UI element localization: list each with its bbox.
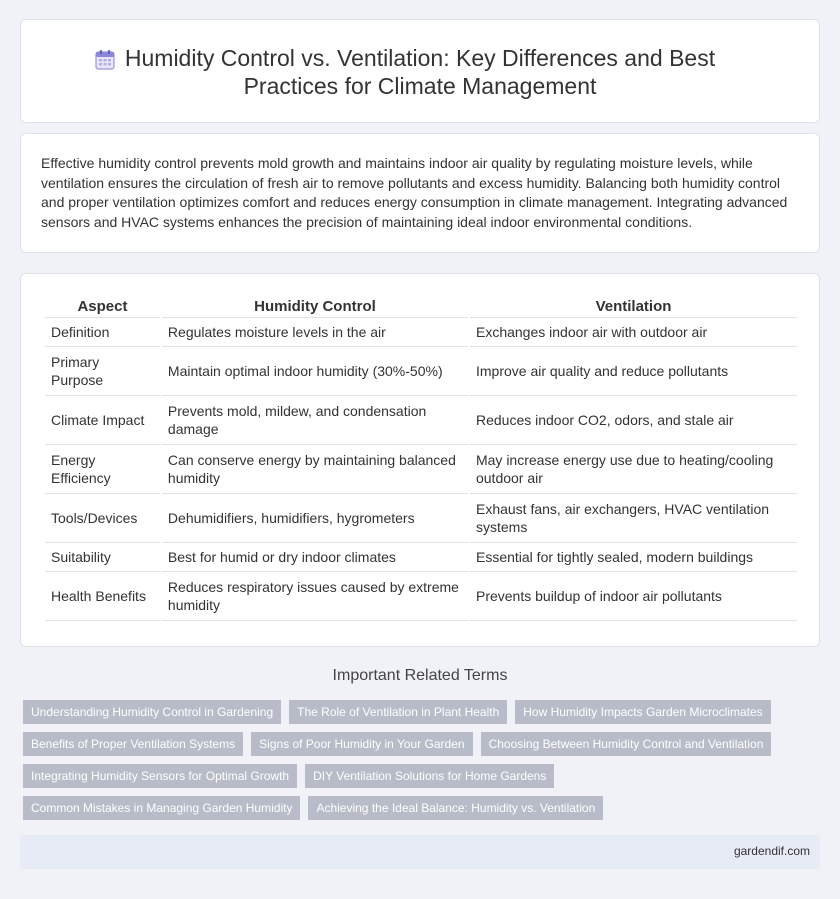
row-humidity-control: Regulates moisture levels in the air bbox=[162, 318, 468, 347]
related-terms-title: Important Related Terms bbox=[332, 667, 508, 684]
row-ventilation: Improve air quality and reduce pollutants bbox=[470, 347, 797, 396]
header-card bbox=[20, 19, 820, 123]
header-ventilation: Ventilation bbox=[470, 296, 797, 318]
table-row bbox=[45, 445, 797, 494]
row-aspect: Energy Efficiency bbox=[45, 445, 160, 494]
header-humidity-control: Humidity Control bbox=[162, 296, 468, 318]
related-term-tag[interactable]: Benefits of Proper Ventilation Systems bbox=[23, 732, 243, 756]
page-title: Humidity Control vs. Ventilation: Key Differences and Best Practices for Climate Management bbox=[124, 45, 716, 99]
related-term-tag[interactable]: DIY Ventilation Solutions for Home Gardens bbox=[305, 764, 554, 788]
table-row bbox=[45, 318, 797, 347]
row-humidity-control: Dehumidifiers, humidifiers, hygrometers bbox=[162, 494, 468, 543]
row-aspect: Climate Impact bbox=[45, 396, 160, 445]
row-humidity-control: Maintain optimal indoor humidity (30%-50%) bbox=[162, 347, 468, 396]
table-row bbox=[45, 494, 797, 543]
row-humidity-control: Can conserve energy by maintaining balanced humidity bbox=[162, 445, 468, 494]
intro-paragraph: Effective humidity control prevents mold growth and maintains indoor air quality by regulating moisture levels, while ventilation ensures the circulation of fresh air to remove pollutants and excess humidity. Balancing both humidity control and proper ventilation optimizes comfort and reduces energy consumption in climate management. Integrating advanced sensors and HVAC systems enhances the precision of maintaining ideal indoor environmental conditions. bbox=[41, 155, 788, 230]
table-row bbox=[45, 347, 797, 396]
footer-site-name[interactable]: gardendif.com bbox=[733, 844, 810, 858]
related-terms-list bbox=[23, 700, 813, 828]
table-row bbox=[45, 396, 797, 445]
table-header-row bbox=[45, 296, 797, 318]
row-ventilation: Exhaust fans, air exchangers, HVAC ventilation systems bbox=[470, 494, 797, 543]
row-ventilation: Reduces indoor CO2, odors, and stale air bbox=[470, 396, 797, 445]
table-row bbox=[45, 572, 797, 621]
header-aspect: Aspect bbox=[45, 296, 160, 318]
row-ventilation: May increase energy use due to heating/cooling outdoor air bbox=[470, 445, 797, 494]
related-term-tag[interactable]: Signs of Poor Humidity in Your Garden bbox=[251, 732, 472, 756]
row-humidity-control: Best for humid or dry indoor climates bbox=[162, 543, 468, 572]
related-term-tag[interactable]: Integrating Humidity Sensors for Optimal Growth bbox=[23, 764, 297, 788]
row-aspect: Tools/Devices bbox=[45, 494, 160, 543]
comparison-table-card bbox=[20, 273, 820, 647]
row-aspect: Suitability bbox=[45, 543, 160, 572]
row-aspect: Health Benefits bbox=[45, 572, 160, 621]
row-aspect: Definition bbox=[45, 318, 160, 347]
row-aspect: Primary Purpose bbox=[45, 347, 160, 396]
row-ventilation: Exchanges indoor air with outdoor air bbox=[470, 318, 797, 347]
related-term-tag[interactable]: Achieving the Ideal Balance: Humidity vs. Ventilation bbox=[308, 796, 603, 820]
related-term-tag[interactable]: Common Mistakes in Managing Garden Humidity bbox=[23, 796, 300, 820]
row-humidity-control: Prevents mold, mildew, and condensation damage bbox=[162, 396, 468, 445]
row-ventilation: Essential for tightly sealed, modern buildings bbox=[470, 543, 797, 572]
row-humidity-control: Reduces respiratory issues caused by extreme humidity bbox=[162, 572, 468, 621]
related-term-tag[interactable]: Understanding Humidity Control in Gardening bbox=[23, 700, 281, 724]
comparison-table bbox=[43, 296, 799, 621]
row-ventilation: Prevents buildup of indoor air pollutants bbox=[470, 572, 797, 621]
related-term-tag[interactable]: The Role of Ventilation in Plant Health bbox=[289, 700, 507, 724]
related-term-tag[interactable]: How Humidity Impacts Garden Microclimates bbox=[515, 700, 770, 724]
related-term-tag[interactable]: Choosing Between Humidity Control and Ventilation bbox=[481, 732, 772, 756]
intro-card bbox=[20, 133, 820, 253]
table-row bbox=[45, 543, 797, 572]
footer bbox=[20, 835, 820, 869]
